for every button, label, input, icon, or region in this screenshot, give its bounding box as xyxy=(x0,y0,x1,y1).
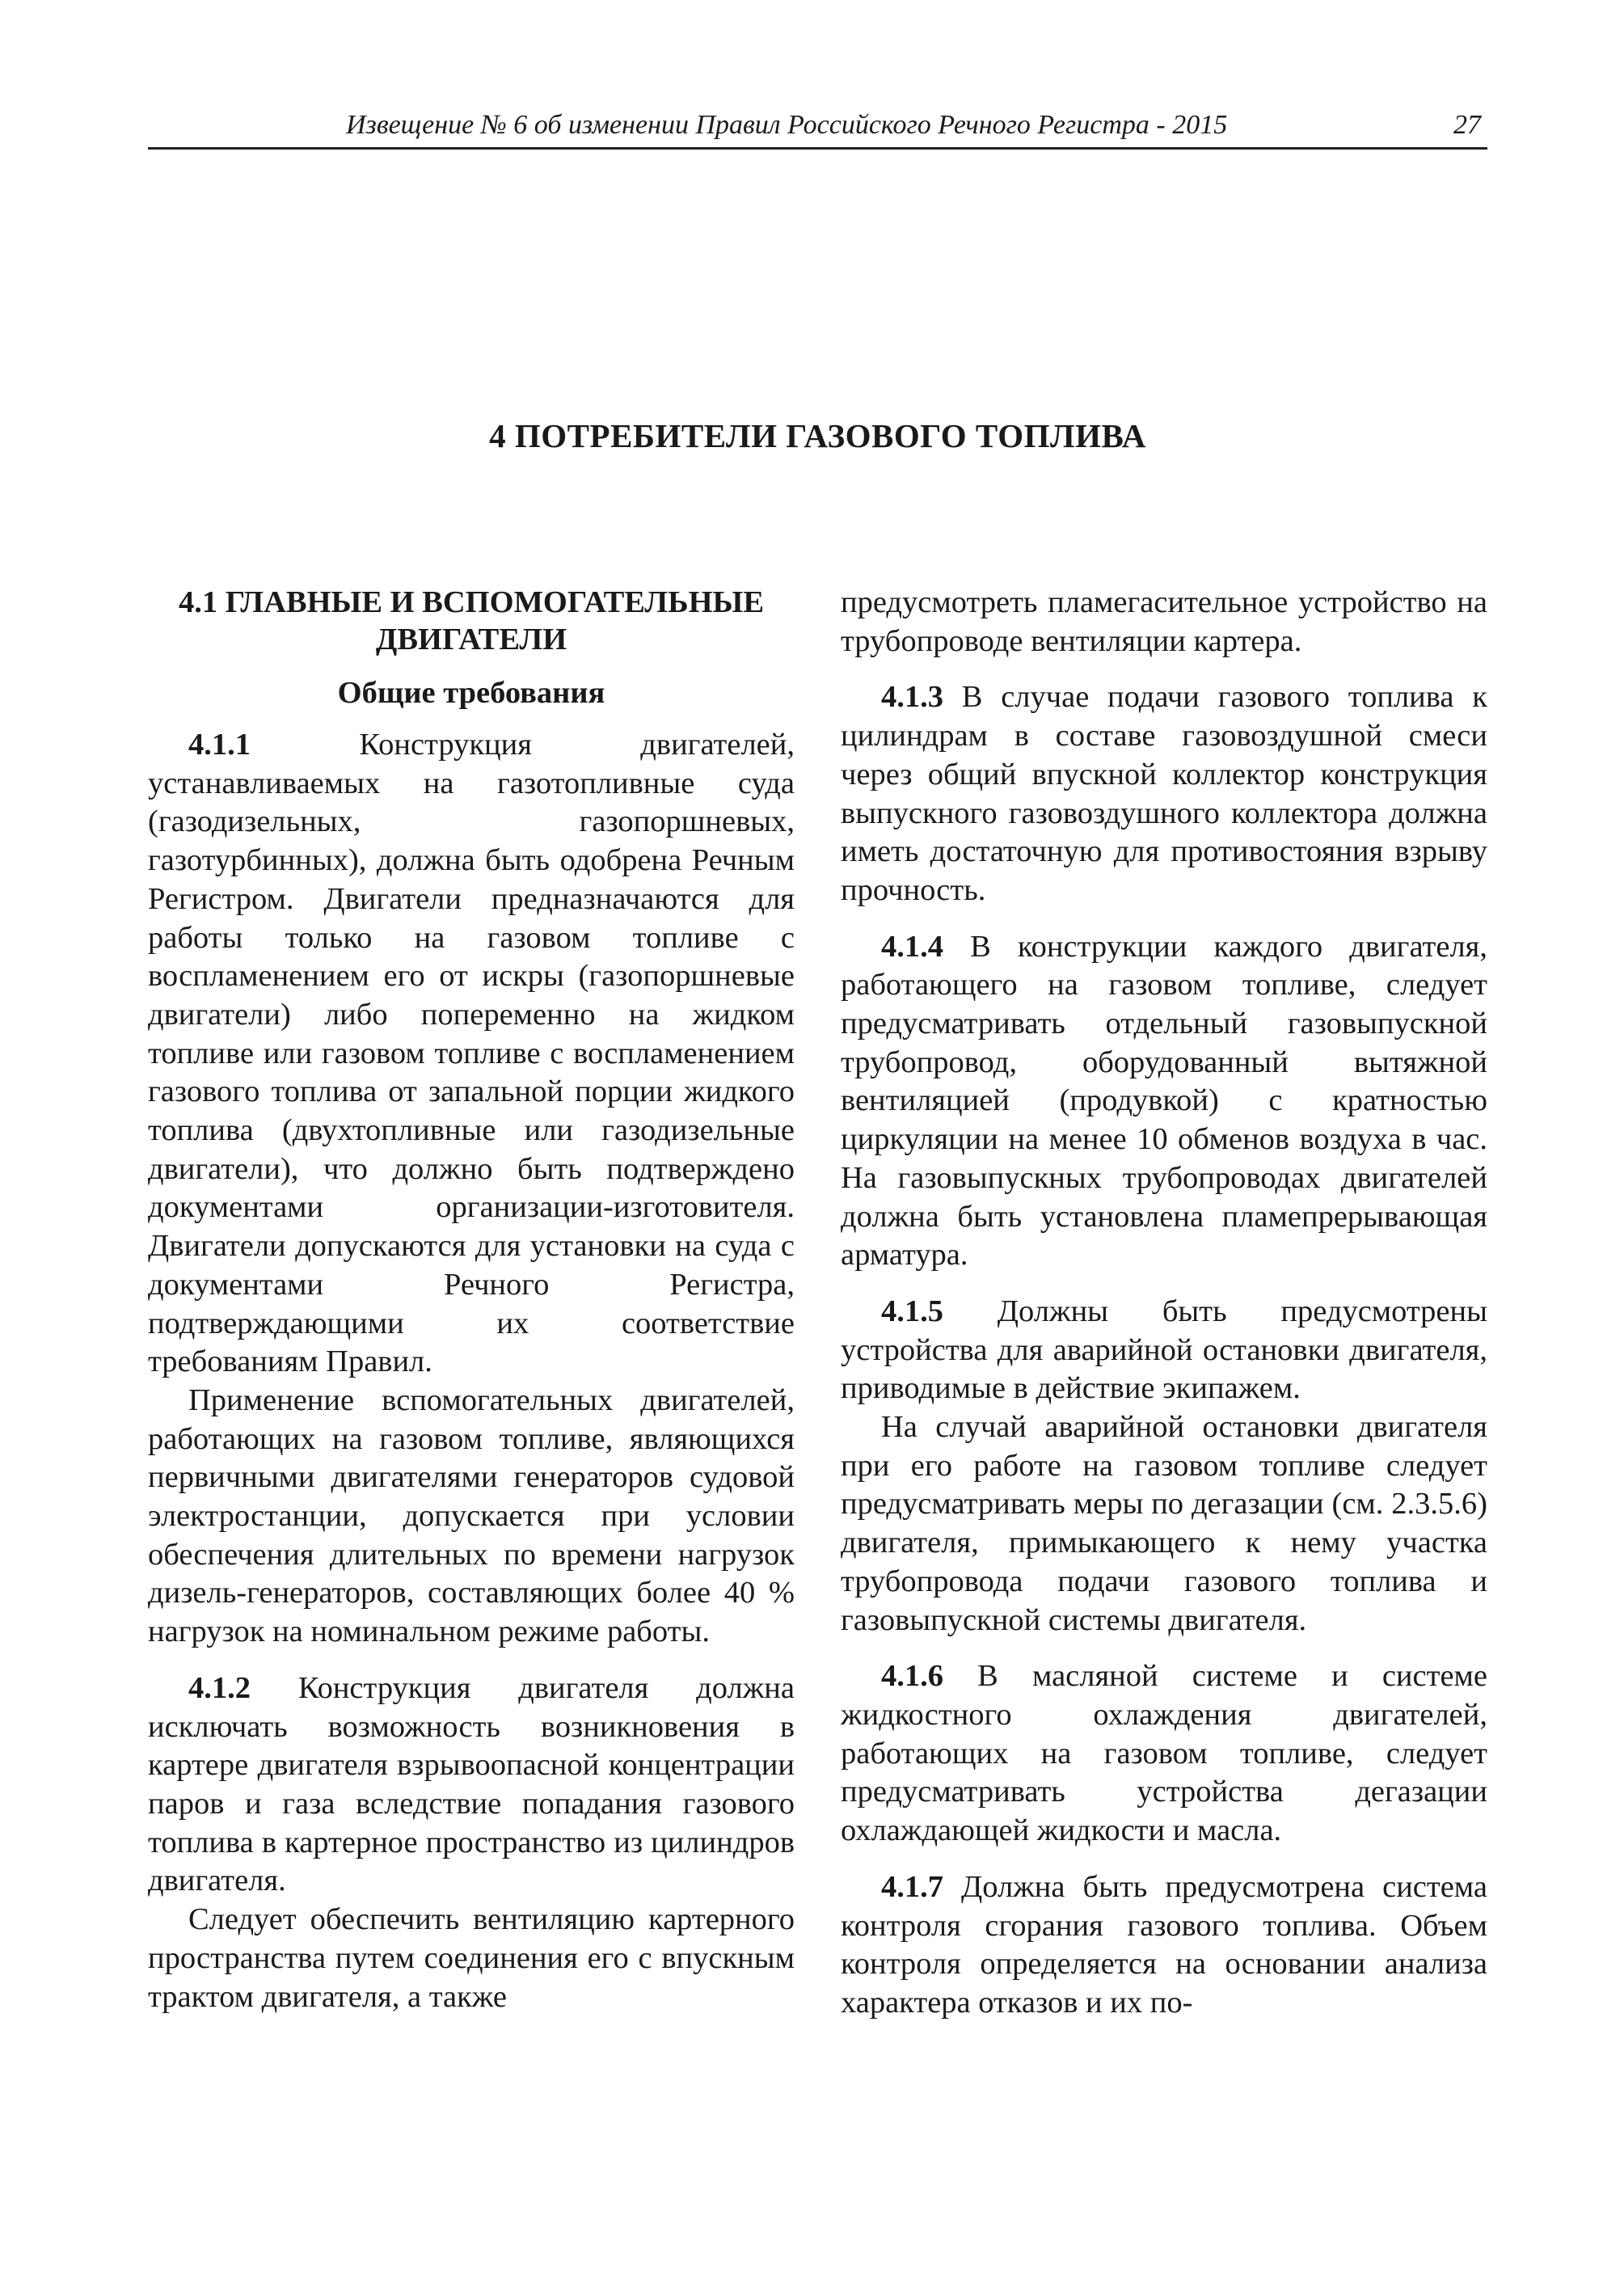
clause-number: 4.1.6 xyxy=(881,1659,943,1694)
paragraph-text: В конструкции каждого двигателя, работающего на газовом топливе, следует предусматривать отдельный газовыпускной трубопровод, оборудованный вытяжной вентиляцией (продувкой) с кратностью циркуляции на менее 10 обменов воздуха в час. На газовыпускных трубопроводах двигателей должна быть установлена пламепрерывающая арматура. xyxy=(841,929,1487,1273)
page-number: 27 xyxy=(1453,110,1481,140)
paragraph-text: В масляной системе и системе жидкостного охлаждения двигателей, работающих на газовом топливе, следует предусматривать устройства дегазации охлаждающей жидкости и масла. xyxy=(841,1659,1487,1848)
paragraph-4-1-1 xyxy=(148,726,795,1382)
paragraph-text: Конструкция двигателей, устанавливаемых на газотопливные суда (газодизельных, газопоршневых, газотурбинных), должна быть одобрена Речным Регистром. Двигатели предназначаются для работы только на газовом топливе с воспламенением его от искры (газопоршневые двигатели) либо попеременно на жидком топливе или газовом топливе с воспламенением газового топлива от запальной порции жидкого топлива (двухтопливные или газодизельные двигатели), что должно быть подтверждено документами организации-изготовителя. Двигатели допускаются для установки на суда с документами Речного Регистра, подтверждающими их соответствие требованиям Правил. xyxy=(148,728,795,1379)
header-title: Извещение № 6 об изменении Правил Российского Речного Регистра - 2015 xyxy=(346,110,1228,140)
paragraph-4-1-7 xyxy=(841,1868,1487,2023)
clause-number: 4.1.4 xyxy=(881,929,943,964)
paragraph-auxiliary-engines: Применение вспомогательных двигателей, работающих на газовом топливе, являющихся первичными двигателями генераторов судовой электростанции, допускается при условии обеспечения длительных по времени нагрузок дизель-генераторов, составляющих более 40 % нагрузок на номинальном режиме работы. xyxy=(148,1382,795,1649)
paragraph-4-1-3 xyxy=(841,678,1487,910)
section-title-line2: ДВИГАТЕЛИ xyxy=(375,623,567,656)
paragraph-4-1-5 xyxy=(841,1293,1487,1408)
clause-number: 4.1.2 xyxy=(188,1670,251,1705)
chapter-title: 4 ПОТРЕБИТЕЛИ ГАЗОВОГО ТОПЛИВА xyxy=(489,417,1146,454)
paragraph-text: В случае подачи газового топлива к цилиндрам в составе газовоздушной смеси через общий впускной коллектор конструкция выпускного газовоздушного коллектора должна иметь достаточную для противостояния взрыву прочность. xyxy=(841,680,1487,907)
clause-number: 4.1.3 xyxy=(881,680,943,715)
paragraph-4-1-4 xyxy=(841,928,1487,1275)
paragraph-text: Конструкция двигателя должна исключать возможность возникновения в картере двигателя взрывоопасной концентрации паров и газа вследствие попадания газового топлива в картерное пространство из цилиндров двигателя. xyxy=(148,1670,795,1898)
right-column xyxy=(841,584,1487,2023)
paragraph-crankcase-ventilation: Следует обеспечить вентиляцию картерного пространства путем соединения его с впускным трактом двигателя, а также xyxy=(148,1902,795,2014)
paragraph-continuation: предусмотреть пламегасительное устройство на трубопроводе вентиляции картера. xyxy=(841,585,1487,658)
paragraph-4-1-6 xyxy=(841,1657,1487,1851)
left-column xyxy=(148,584,795,2016)
running-header xyxy=(148,107,1487,150)
paragraph-emergency-stop: На случай аварийной остановки двигателя при его работе на газовом топливе следует предусматривать меры по дегазации (см. 2.3.5.6) двигателя, примыкающего к нему участка трубопровода подачи газового топлива и газовыпускной системы двигателя. xyxy=(841,1410,1487,1637)
paragraph-text: Должна быть предусмотрена система контроля сгорания газового топлива. Объем контроля определяется на основании анализа характера отказов и их по- xyxy=(841,1869,1487,2020)
section-title xyxy=(148,584,795,658)
paragraph-text: Должны быть предусмотрены устройства для аварийной остановки двигателя, приводимые в действие экипажем. xyxy=(841,1294,1487,1406)
section-title-line1: 4.1 ГЛАВНЫЕ И ВСПОМОГАТЕЛЬНЫЕ xyxy=(178,585,765,619)
clause-number: 4.1.7 xyxy=(881,1869,943,1904)
clause-number: 4.1.1 xyxy=(188,728,251,762)
clause-number: 4.1.5 xyxy=(881,1294,943,1328)
paragraph-4-1-2 xyxy=(148,1669,795,1901)
subheading: Общие требования xyxy=(337,676,605,710)
